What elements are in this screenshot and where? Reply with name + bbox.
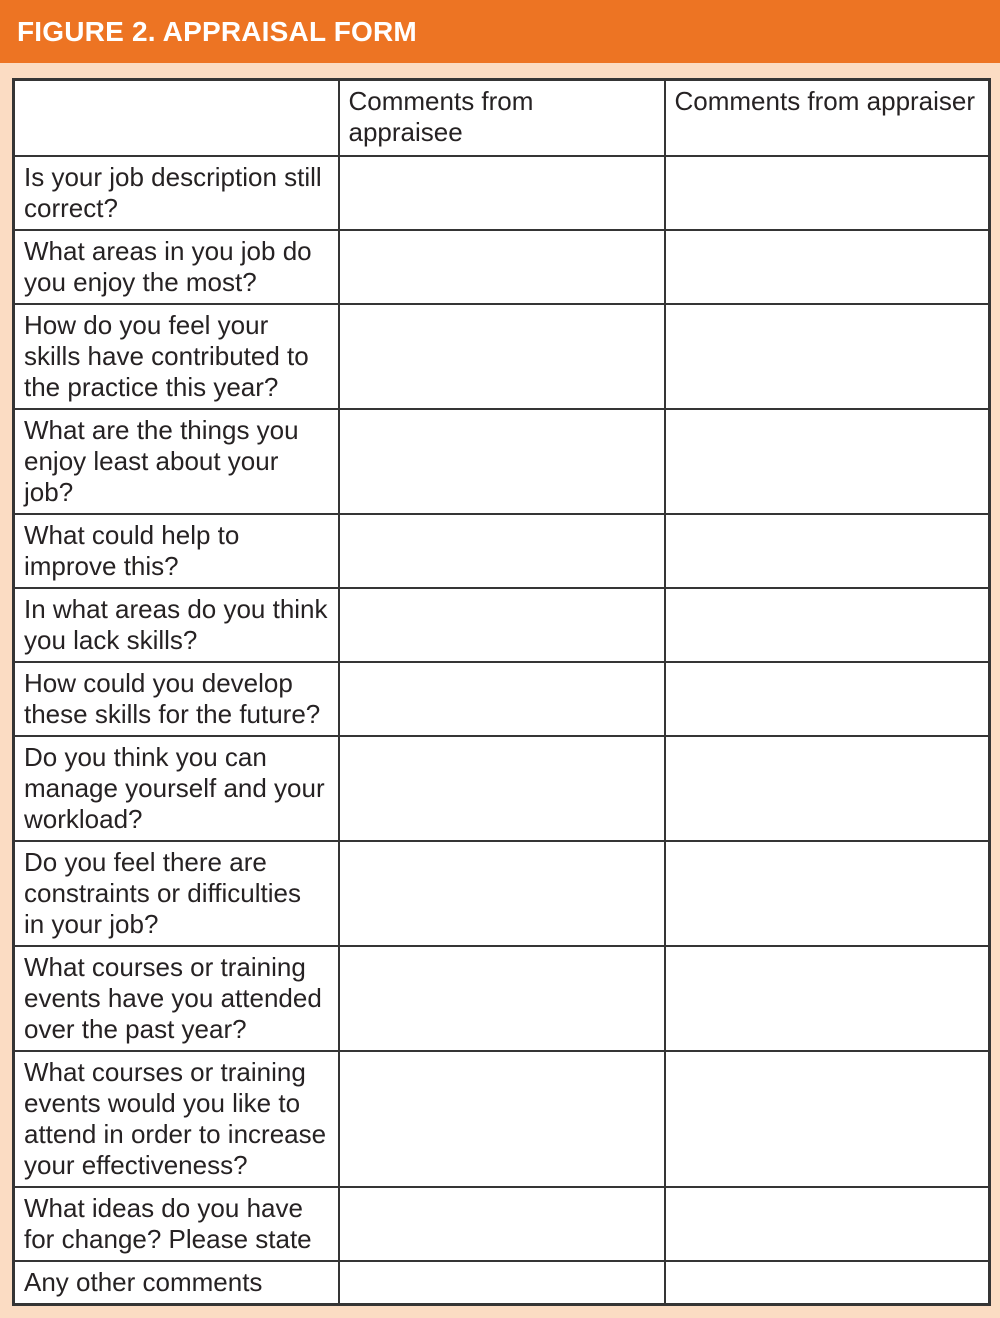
question-cell: What areas in you job do you enjoy the most? xyxy=(14,230,339,304)
question-cell: How do you feel your skills have contributed to the practice this year? xyxy=(14,304,339,409)
question-cell: Is your job description still correct? xyxy=(14,156,339,230)
appraiser-comment-cell xyxy=(665,230,990,304)
question-cell: In what areas do you think you lack skills? xyxy=(14,588,339,662)
table-row xyxy=(14,736,990,841)
appraisee-comment-cell xyxy=(339,736,665,841)
appraiser-comment-cell xyxy=(665,1261,990,1305)
appraiser-column-header: Comments from appraiser xyxy=(665,80,990,157)
table-row xyxy=(14,1051,990,1187)
question-column-header xyxy=(14,80,339,157)
appraisee-comment-cell xyxy=(339,841,665,946)
appraiser-comment-cell xyxy=(665,1051,990,1187)
appraiser-comment-cell xyxy=(665,409,990,514)
appraisee-comment-cell xyxy=(339,662,665,736)
appraisee-comment-cell xyxy=(339,588,665,662)
appraisee-comment-cell xyxy=(339,409,665,514)
table-row xyxy=(14,1187,990,1261)
appraiser-comment-cell xyxy=(665,662,990,736)
table-row xyxy=(14,946,990,1051)
figure-title: FIGURE 2. APPRAISAL FORM xyxy=(17,15,417,47)
question-cell: What courses or training events would you like to attend in order to increase your effectiveness? xyxy=(14,1051,339,1187)
table-row xyxy=(14,230,990,304)
table-row xyxy=(14,409,990,514)
appraiser-comment-cell xyxy=(665,946,990,1051)
appraisee-column-header: Comments from appraisee xyxy=(339,80,665,157)
table-row xyxy=(14,841,990,946)
appraisal-form xyxy=(12,78,988,1306)
appraiser-comment-cell xyxy=(665,156,990,230)
appraisee-comment-cell xyxy=(339,156,665,230)
appraiser-comment-cell xyxy=(665,514,990,588)
question-cell: Any other comments xyxy=(14,1261,339,1305)
appraisee-comment-cell xyxy=(339,304,665,409)
appraiser-comment-cell xyxy=(665,841,990,946)
appraiser-comment-cell xyxy=(665,588,990,662)
appraisee-comment-cell xyxy=(339,1261,665,1305)
question-cell: What are the things you enjoy least about your job? xyxy=(14,409,339,514)
question-cell: Do you feel there are constraints or difficulties in your job? xyxy=(14,841,339,946)
appraisal-table xyxy=(12,78,991,1306)
question-cell: Do you think you can manage yourself and your workload? xyxy=(14,736,339,841)
appraiser-comment-cell xyxy=(665,1187,990,1261)
table-row xyxy=(14,588,990,662)
figure-header-bar xyxy=(0,0,1000,63)
question-cell: What could help to improve this? xyxy=(14,514,339,588)
table-row xyxy=(14,514,990,588)
question-cell: What courses or training events have you attended over the past year? xyxy=(14,946,339,1051)
header-row xyxy=(14,80,990,157)
table-row xyxy=(14,662,990,736)
appraisee-comment-cell xyxy=(339,514,665,588)
table-row xyxy=(14,156,990,230)
appraisee-comment-cell xyxy=(339,230,665,304)
table-row xyxy=(14,1261,990,1305)
appraiser-comment-cell xyxy=(665,736,990,841)
question-cell: How could you develop these skills for the future? xyxy=(14,662,339,736)
question-cell: What ideas do you have for change? Please state xyxy=(14,1187,339,1261)
table-row xyxy=(14,304,990,409)
appraisee-comment-cell xyxy=(339,1051,665,1187)
appraisee-comment-cell xyxy=(339,1187,665,1261)
appraisee-comment-cell xyxy=(339,946,665,1051)
appraiser-comment-cell xyxy=(665,304,990,409)
